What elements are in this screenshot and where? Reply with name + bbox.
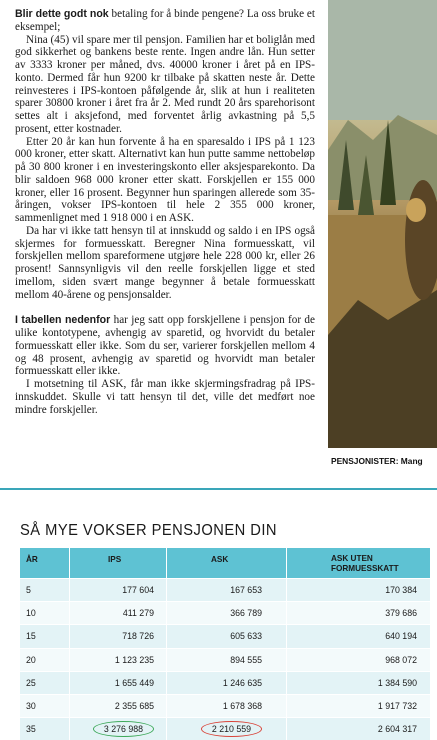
table-row	[20, 672, 430, 694]
cell-year: 35	[20, 718, 70, 740]
cell-ask: 894 555	[167, 649, 287, 671]
cell-year: 25	[20, 672, 70, 694]
header-ask-no-tax: ASK UTEN FORMUESSKATT	[331, 554, 399, 573]
table-row	[20, 695, 430, 717]
cell-ask-no-tax: 2 604 317	[377, 724, 417, 735]
cell-ask: 605 633	[167, 625, 287, 647]
highlight-oval-red: 2 210 559	[201, 721, 262, 737]
cell-ask-no-tax: 170 384	[385, 585, 417, 596]
article-paragraph-3: Etter 20 år kan hun forvente å ha en sparesaldo i IPS på 1 123 000 kroner, etter skatt. Alternativt kan hun putte samme nettobeløp på 30 800 kroner i en investeringskonto eller aksjesparekonto. Da blir saldoen 968 000 kroner etter skatt. Forskjellen er 155 000 kroner, eller 16 prosent. Begynner hun sparingen allerede som 35-åringen, vokser IPS-kontoen til hele 2 355 000 kroner, sammenlignet med 1 918 000 i en ASK.	[15, 135, 315, 224]
cell-ips: 177 604	[70, 579, 167, 601]
cell-year: 10	[20, 602, 70, 624]
cell-ask-no-tax: 1 384 590	[377, 677, 417, 688]
cell-ask: 1 246 635	[167, 672, 287, 694]
table-row	[20, 649, 430, 671]
header-ask: ASK	[167, 548, 287, 578]
cell-ask-no-tax: 640 194	[385, 631, 417, 642]
cell-ips: 718 726	[70, 625, 167, 647]
table-title: SÅ MYE VOKSER PENSJONEN DIN	[20, 522, 277, 539]
photo-caption: PENSJONISTER: Mang	[331, 456, 423, 466]
section-divider	[0, 488, 437, 490]
cell-ask-no-tax: 1 917 732	[377, 701, 417, 712]
article-paragraph-6: I motsetning til ASK, får man ikke skjermingsfradrag på IPS-innskuddet. Skulle vi tatt hensyn til det, ville det medført noe mindre forskjeller.	[15, 378, 315, 416]
table-row	[20, 602, 430, 624]
table-row	[20, 625, 430, 647]
lead-in-2: I tabellen nedenfor	[15, 314, 111, 327]
cell-ips: 2 355 685	[70, 695, 167, 717]
header-ips: IPS	[70, 548, 167, 578]
cell-year: 15	[20, 625, 70, 647]
cell-year: 5	[20, 579, 70, 601]
table-row	[20, 579, 430, 601]
article-paragraph-1: Blir dette godt nok betaling for å binde pengene? La oss bruke et eksempel;	[15, 8, 316, 33]
cell-ips: 1 123 235	[70, 649, 167, 671]
cell-ask: 366 789	[167, 602, 287, 624]
landscape-illustration	[328, 0, 437, 448]
header-year: ÅR	[20, 548, 70, 578]
lead-in-1: Blir dette godt nok	[15, 8, 109, 20]
article-paragraph-2: Nina (45) vil spare mer til pensjon. Familien har et boliglån med god sikkerhet og bankens beste rente. Ingen andre lån. Hun setter av 3333 kroner per måned, dvs. 40000 kroner i året på en IPS-konto. Dermed får hun 9200 kr tilbake på skatten neste år. Dette reinvesteres i IPS-kontoen påfølgende år, slik at hun i realiteten sparer 30800 kroner i året fra år 2. Med rundt 20 års sparehorisont settes alt i aksjefond, med forventet årlig avkastning på 5,5 prosent, etter kostnader.	[15, 33, 315, 135]
table-header	[20, 548, 430, 578]
cell-ask: 1 678 368	[167, 695, 287, 717]
highlight-oval-green: 3 276 988	[93, 721, 154, 737]
article-paragraph-4: Da har vi ikke tatt hensyn til at innskudd og saldo i en IPS også skjermes for formuesskatt. Beregner Nina formuesskatt, vil forskjellen mellom spareformene utgjøre hele 228 000 kr, eller 26 prosent! Sannsynligvis vil den reelle forskjellen ligge et sted imellom, siden svært mange begynner å betale formuesskatt mellom 40-årene og pensjonsalder.	[15, 224, 315, 301]
cell-ask: 167 653	[167, 579, 287, 601]
article-paragraph-5: I tabellen nedenfor har jeg satt opp forskjellene i pensjon for de ulike kontotypene, avhengig av sparetid, og hvorvidt du betaler formuesskatt eller ikke. Som du ser, varierer forskjellen mellom 4 og 48 prosent, avhengig av sparetid og hvorvidt man betaler formuesskatt eller ikke.	[15, 314, 315, 378]
cell-ask-no-tax: 379 686	[385, 608, 417, 619]
article-body	[15, 8, 315, 416]
cell-year: 30	[20, 695, 70, 717]
cell-ips: 411 279	[70, 602, 167, 624]
cell-ips: 1 655 449	[70, 672, 167, 694]
cell-ask-no-tax: 968 072	[385, 654, 417, 665]
article-photo	[328, 0, 437, 448]
cell-year: 20	[20, 649, 70, 671]
pension-table	[20, 548, 430, 740]
